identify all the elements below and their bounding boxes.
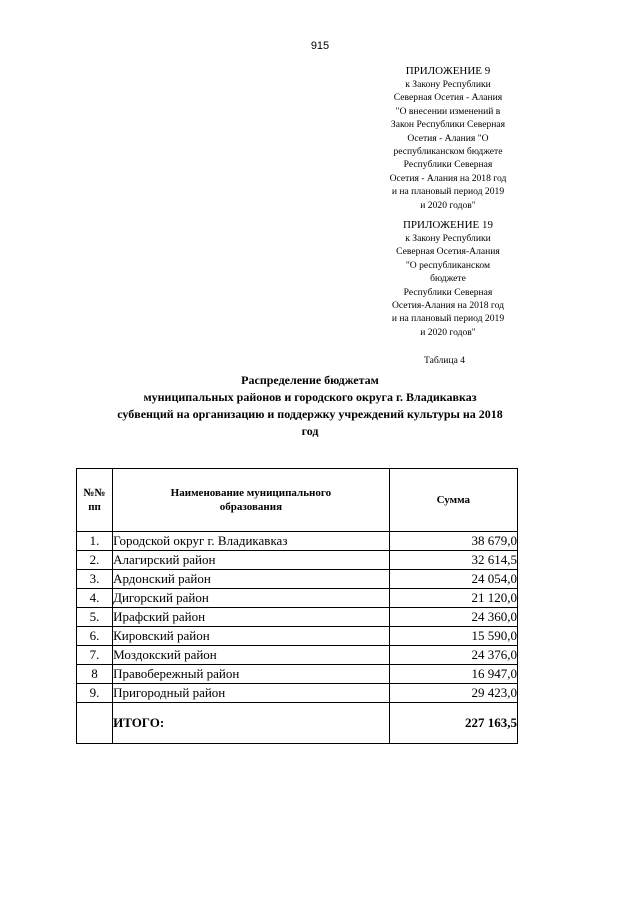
appendix-19-line: Осетия-Алания на 2018 год (391, 300, 505, 312)
appendix-9-note (378, 64, 518, 212)
appendix-19-note (378, 218, 518, 339)
appendix-19-line: и на плановый период 2019 (391, 313, 505, 325)
row-sum: 21 120,0 (389, 589, 517, 608)
table-row (77, 589, 518, 608)
table-label: Таблица 4 (424, 355, 466, 366)
appendix-9-heading: ПРИЛОЖЕНИЕ 9 (405, 65, 491, 77)
title-line: муниципальных районов и городского округа г. Владикавказ (143, 390, 477, 404)
appendix-19-line: Северная Осетия-Алания (396, 246, 500, 258)
appendix-9-line: Осетия - Алания "О (407, 132, 489, 144)
appendix-19-line: и 2020 годов" (420, 326, 476, 338)
appendix-9-line: Закон Республики Северная (390, 119, 506, 131)
appendix-19-heading: ПРИЛОЖЕНИЕ 19 (402, 219, 494, 231)
table-row (77, 570, 518, 589)
row-name: Городской округ г. Владикавказ (113, 532, 390, 551)
appendix-9-line: и 2020 годов" (420, 199, 476, 211)
total-empty-cell (77, 703, 113, 744)
row-number: 1. (77, 532, 113, 551)
header-number-line: №№ (83, 487, 106, 499)
table-row (77, 665, 518, 684)
row-number: 7. (77, 646, 113, 665)
row-sum: 24 376,0 (389, 646, 517, 665)
row-number: 3. (77, 570, 113, 589)
header-number-line: пп (88, 501, 101, 513)
page-number: 915 (310, 40, 330, 52)
row-number: 2. (77, 551, 113, 570)
row-name: Пригородный район (113, 684, 390, 703)
appendix-9-line: Осетия - Алания на 2018 год (389, 172, 507, 184)
appendix-19-line: Республики Северная (403, 286, 493, 298)
row-sum: 16 947,0 (389, 665, 517, 684)
row-sum: 29 423,0 (389, 684, 517, 703)
header-name-line: образования (219, 501, 283, 513)
header-number (77, 469, 113, 532)
title-line: субвенций на организацию и поддержку учреждений культуры на 2018 (117, 407, 503, 421)
table-row (77, 627, 518, 646)
table-row (77, 608, 518, 627)
row-name: Кировский район (113, 627, 390, 646)
row-number: 5. (77, 608, 113, 627)
row-sum: 15 590,0 (389, 627, 517, 646)
title-line: Распределение бюджетам (241, 373, 379, 387)
table-row (77, 532, 518, 551)
appendix-9-line: к Закону Республики (405, 79, 491, 90)
title-line: год (301, 424, 319, 438)
row-number: 9. (77, 684, 113, 703)
header-sum: Сумма (389, 469, 517, 532)
appendix-19-line: к Закону Республики (405, 233, 491, 244)
row-name: Дигорский район (113, 589, 390, 608)
row-name: Ирафский район (113, 608, 390, 627)
document-title (60, 372, 560, 440)
appendix-19-line: бюджете (430, 273, 466, 285)
table-row (77, 646, 518, 665)
total-sum: 227 163,5 (389, 703, 517, 744)
row-name: Моздокский район (113, 646, 390, 665)
table-row (77, 684, 518, 703)
appendix-19-line: "О республиканском (405, 259, 491, 271)
appendix-9-line: республиканском бюджете (393, 146, 503, 158)
row-sum: 32 614,5 (389, 551, 517, 570)
appendix-9-line: Республики Северная (403, 159, 493, 171)
row-name: Ардонский район (113, 570, 390, 589)
table-row (77, 551, 518, 570)
appendix-9-line: и на плановый период 2019 (391, 186, 505, 198)
row-sum: 24 054,0 (389, 570, 517, 589)
total-label: ИТОГО: (113, 703, 390, 744)
row-number: 8 (77, 665, 113, 684)
row-number: 4. (77, 589, 113, 608)
appendix-9-line: "О внесении изменений в (395, 105, 501, 117)
total-row (77, 703, 518, 744)
table-header-row (77, 469, 518, 532)
header-name (113, 469, 390, 532)
appendix-9-line: Северная Осетия - Алания (393, 92, 503, 104)
row-name: Правобережный район (113, 665, 390, 684)
row-name: Алагирский район (113, 551, 390, 570)
row-sum: 38 679,0 (389, 532, 517, 551)
row-sum: 24 360,0 (389, 608, 517, 627)
subventions-table (76, 468, 518, 744)
header-name-line: Наименование муниципального (170, 487, 332, 499)
row-number: 6. (77, 627, 113, 646)
